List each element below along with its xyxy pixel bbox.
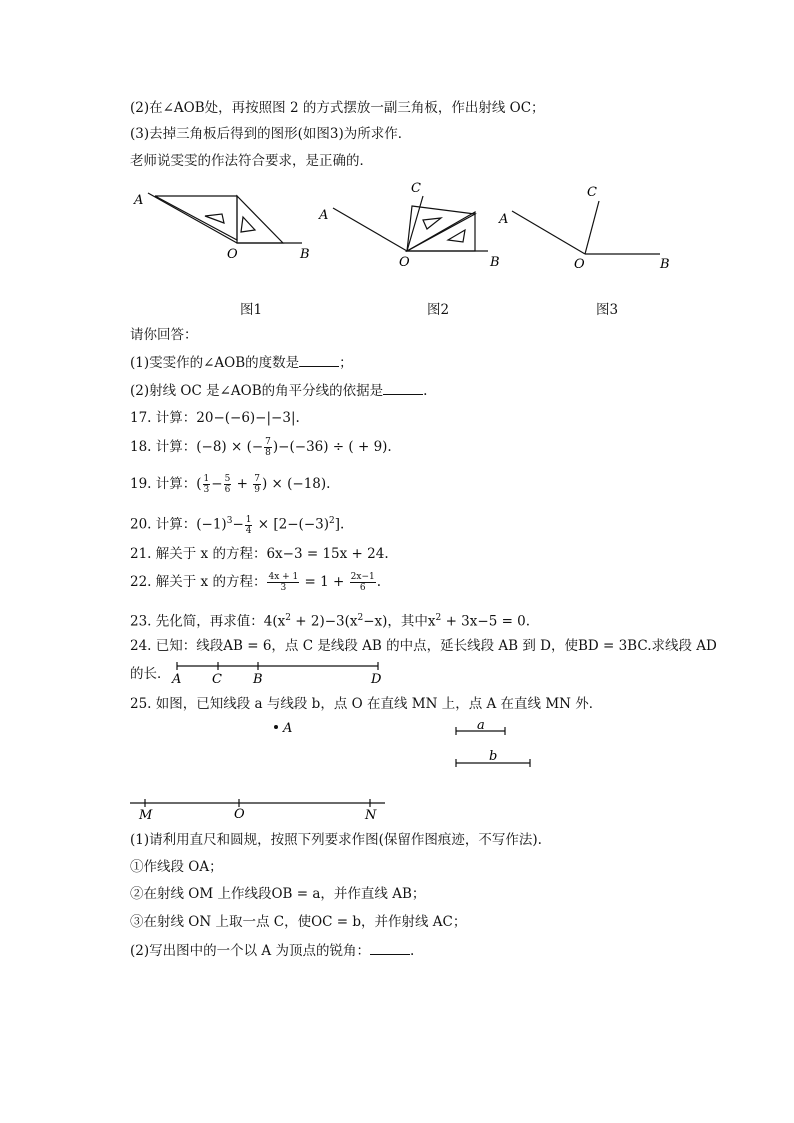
figure-2 xyxy=(333,196,488,251)
triangle-figures xyxy=(0,180,794,300)
fig3-label-A: A xyxy=(499,212,509,227)
label-A: A xyxy=(172,672,182,686)
q25-step1: ①作线段 OA； xyxy=(130,859,223,875)
question-24-line2: 的长． xyxy=(130,666,171,682)
caption-fig2: 图2 xyxy=(427,302,450,318)
q25-part1: (1)请利用直尺和圆规，按照下列要求作图(保留作图痕迹，不写作法). xyxy=(130,832,542,848)
answer-prompt: 请你回答： xyxy=(130,327,198,343)
label-D: D xyxy=(371,672,382,686)
label-M: M xyxy=(139,808,153,823)
fig1-label-B: B xyxy=(300,247,310,262)
q16-part2: (2)射线 OC 是∠AOB的角平分线的依据是 . xyxy=(130,380,427,401)
q16-part1: (1)雯雯作的∠AOB的度数是 ； xyxy=(130,352,353,373)
q25-step2: ②在射线 OM 上作线段OB = a，并作直线 AB； xyxy=(130,886,426,902)
label-a: a xyxy=(477,718,485,733)
point-A xyxy=(274,725,278,729)
question-20: 20. 计算：$(-1)^3-$ $\frac{1}{4}$ × $[2-(-3)^2]$. xyxy=(130,514,345,536)
construction-figure-25 xyxy=(125,715,565,825)
question-23: 23. 先化简，再求值：$4(x^2 + 2)-3(x^2-x)$，其中$x^2 + 3x-5 = 0$. xyxy=(130,613,531,630)
label-point-A: A xyxy=(283,721,293,736)
fig3-label-O: O xyxy=(574,257,585,272)
fig2-label-B: B xyxy=(490,255,500,270)
label-N: N xyxy=(365,808,377,823)
intro-step2: (2)在∠AOB处，再按照图 2 的方式摆放一副三角板，作出射线 OC； xyxy=(130,100,545,116)
label-B: B xyxy=(253,672,263,686)
fig2-label-C: C xyxy=(411,181,421,196)
q25-step3: ③在射线 ON 上取一点 C，使OC = b，并作射线 AC； xyxy=(130,914,467,930)
fig1-label-O: O xyxy=(227,247,238,262)
question-19: 19. 计算：( $\frac{1}{3}$ − $\frac{5}{6}$ + $\frac{7}{9}$ ) × (−18). xyxy=(130,474,331,495)
question-17: 17. 计算：20−(−6)−|−3|. xyxy=(130,410,300,426)
question-22: 22. 解关于 x 的方程： $\frac{4x + 1}{3}$ = 1 + $\frac{2x-1}{6}$ . xyxy=(130,572,382,593)
fig2-label-O: O xyxy=(399,255,410,270)
figure-1 xyxy=(148,193,302,243)
question-21: 21. 解关于 x 的方程：6x−3 = 15x + 24. xyxy=(130,546,389,562)
figure-3 xyxy=(512,201,660,254)
intro-step3: (3)去掉三角板后得到的图形(如图3)为所求作． xyxy=(130,126,412,142)
label-b: b xyxy=(489,749,498,764)
fig3-label-C: C xyxy=(587,185,597,200)
question-24-line1: 24. 已知：线段AB = 6，点 C 是线段 AB 的中点，延长线段 AB 到 D，使BD = 3BC.求线段 AD xyxy=(130,638,717,654)
label-C: C xyxy=(212,672,222,686)
caption-fig1: 图1 xyxy=(240,302,263,318)
fig2-label-A: A xyxy=(319,208,329,223)
label-O: O xyxy=(234,807,245,822)
teacher-remark: 老师说雯雯的作法符合要求，是正确的． xyxy=(130,153,373,169)
question-18: 18. 计算：(−8) × (− $\frac{7}{8}$ )−(−36) ÷ ( + 9). xyxy=(130,437,392,458)
fig3-label-B: B xyxy=(660,257,670,272)
q25-part2: (2)写出图中的一个以 A 为顶点的锐角： . xyxy=(130,940,414,961)
caption-fig3: 图3 xyxy=(596,302,619,318)
segment-figure-24 xyxy=(170,662,410,686)
question-25-stem: 25. 如图，已知线段 a 与线段 b，点 O 在直线 MN 上，点 A 在直线 MN 外． xyxy=(130,696,603,712)
fig1-label-A: A xyxy=(134,193,144,208)
